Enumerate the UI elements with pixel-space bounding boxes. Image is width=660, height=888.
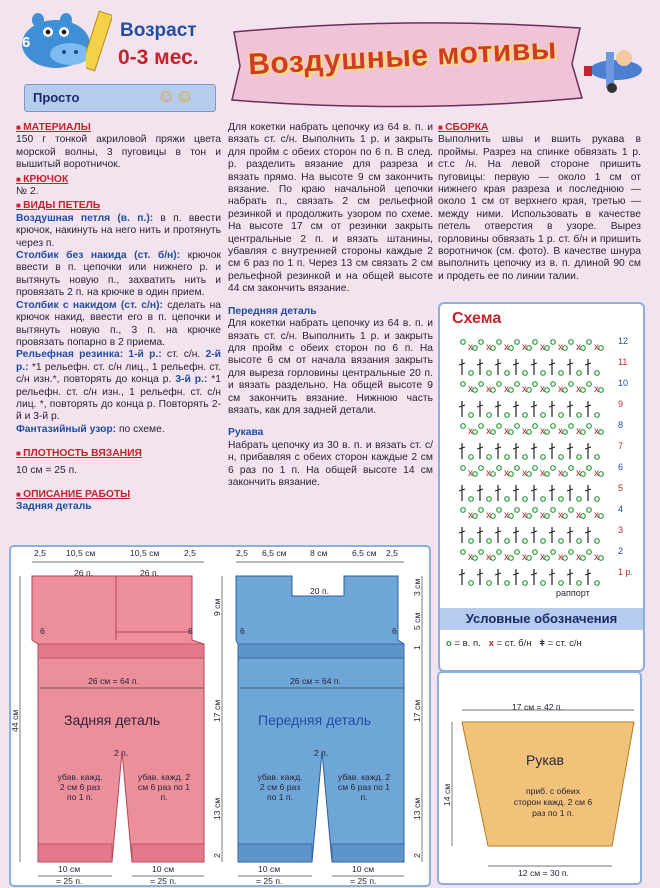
stitches-heading: ■ ВИДЫ ПЕТЕЛЬ bbox=[16, 200, 221, 212]
front-height-6: 2 bbox=[412, 853, 422, 858]
chain-stitch bbox=[563, 514, 568, 519]
back-height-4: 2 bbox=[212, 853, 222, 858]
sc-stitch: x bbox=[594, 552, 599, 563]
stitch-fancy: Фантазийный узор: по схеме. bbox=[16, 423, 165, 435]
chain-stitch bbox=[491, 514, 496, 519]
front-top-dim-2: 6,5 см bbox=[262, 548, 287, 558]
chain-stitch bbox=[581, 472, 586, 477]
sc-stitch: x bbox=[468, 426, 473, 437]
chain-stitch bbox=[545, 472, 550, 477]
sc-stitch: x bbox=[558, 426, 563, 437]
front-text: Для кокетки набрать цепочку из 64 в. п. и вязать ст. с/н. Выполнить 1 р. и закрыть для пройм с обеих сторон по 6 п. На высоте 6 см от начала вязания закрыть для выреза горловины центральные 20 п. и вязать раздельно. На общей высоте 9 см закончить вязание. Нижнюю часть вязать, как для задней детали. bbox=[228, 318, 433, 416]
chain-stitch bbox=[527, 388, 532, 393]
chain-stitch bbox=[595, 371, 600, 376]
chain-stitch bbox=[523, 455, 528, 460]
sc-stitch: x bbox=[468, 342, 473, 353]
age-label: Возраст bbox=[120, 20, 197, 41]
chain-stitch bbox=[581, 346, 586, 351]
chain-stitch bbox=[509, 388, 514, 393]
front-armhole-left: 6 bbox=[240, 626, 245, 636]
sc-stitch: x bbox=[594, 510, 599, 521]
front-bottom-cm-left: 10 см bbox=[258, 864, 281, 874]
middle-column bbox=[228, 122, 433, 489]
materials-text: 150 г тонкой акриловой пряжи цвета морской волны, 3 пуговицы в тон и вышитый воротничок. bbox=[16, 134, 221, 171]
chain-stitch bbox=[515, 466, 520, 471]
back-bottom-st-right: = 25 п. bbox=[150, 876, 177, 886]
chain-stitch bbox=[473, 514, 478, 519]
chain-stitch bbox=[587, 382, 592, 387]
chain-stitch bbox=[469, 455, 474, 460]
chain-stitch bbox=[551, 508, 556, 513]
chain-stitch bbox=[581, 514, 586, 519]
chain-stitch bbox=[509, 472, 514, 477]
back-top-dim-2: 10,5 см bbox=[66, 548, 96, 558]
density-heading: ■ ПЛОТНОСТЬ ВЯЗАНИЯ bbox=[16, 448, 221, 460]
chain-stitch bbox=[545, 430, 550, 435]
chain-stitch bbox=[533, 340, 538, 345]
sc-stitch: x bbox=[486, 384, 491, 395]
back-height-1: 9 см bbox=[212, 598, 222, 616]
sc-stitch: x bbox=[504, 468, 509, 479]
chain-stitch bbox=[541, 371, 546, 376]
sc-stitch: x bbox=[504, 342, 509, 353]
back-top-dim-3: 10,5 см bbox=[130, 548, 160, 558]
sc-stitch: x bbox=[522, 510, 527, 521]
chain-stitch bbox=[527, 514, 532, 519]
sc-stitch: x bbox=[486, 552, 491, 563]
back-total-height: 44 см bbox=[10, 709, 20, 732]
chain-stitch bbox=[569, 340, 574, 345]
chain-stitch bbox=[551, 466, 556, 471]
chain-stitch bbox=[599, 430, 604, 435]
chain-stitch bbox=[479, 340, 484, 345]
back-decrease-right: убав. кажд. 2 см 6 раз по 1 п. bbox=[137, 772, 191, 802]
chain-stitch bbox=[505, 497, 510, 502]
legend-sc: = ст. б/н bbox=[496, 638, 532, 649]
front-height-5: 13 см bbox=[412, 797, 422, 820]
chain-stitch bbox=[587, 340, 592, 345]
sc-stitch: x bbox=[486, 468, 491, 479]
sleeve-top: 17 см = 42 п. bbox=[512, 702, 563, 712]
sc-stitch: x bbox=[540, 384, 545, 395]
sc-stitch: x bbox=[468, 384, 473, 395]
chain-stitch bbox=[533, 508, 538, 513]
chain-stitch bbox=[599, 472, 604, 477]
front-bottom-cm-right: 10 см bbox=[352, 864, 375, 874]
chain-stitch bbox=[563, 388, 568, 393]
chain-stitch bbox=[527, 346, 532, 351]
front-top-dim-3: 8 см bbox=[310, 548, 328, 558]
right-column bbox=[438, 122, 641, 283]
chain-stitch bbox=[587, 466, 592, 471]
chain-stitch bbox=[563, 430, 568, 435]
chain-stitch bbox=[505, 371, 510, 376]
sc-stitch: x bbox=[486, 342, 491, 353]
sc-stitch: x bbox=[504, 426, 509, 437]
chain-stitch bbox=[533, 424, 538, 429]
back-height-3: 13 см bbox=[212, 797, 222, 820]
age-value: 0-3 мес. bbox=[118, 46, 199, 69]
sc-stitch: x bbox=[486, 510, 491, 521]
chain-stitch bbox=[515, 382, 520, 387]
sleeve-text: Набрать цепочку из 30 в. п. и вязать ст. с/н, прибавляя с обеих сторон каждые 2 см 6 раз по 1 п. На общей высоте 14 см закончить вязание. bbox=[228, 439, 433, 488]
chain-stitch bbox=[461, 340, 466, 345]
stitch-rib: Рельефная резинка: 1-й р.: ст. с/н. 2-й р.: *1 рельефн. ст. с/н лиц., 1 рельефн. ст. с/н изн.*, повторять до конца р. 3-й р.: *1 рельефн. ст. с/н изн., 1 рельефн. ст. с/н лиц. *, повторять до конца р. Повторять 2-й и 3-й р. bbox=[16, 349, 221, 423]
sc-stitch: x bbox=[468, 468, 473, 479]
chain-stitch bbox=[509, 346, 514, 351]
chain-stitch bbox=[461, 382, 466, 387]
chain-stitch bbox=[497, 382, 502, 387]
back-armhole-left: 6 bbox=[40, 626, 45, 636]
chain-stitch bbox=[497, 466, 502, 471]
chain-stitch bbox=[559, 455, 564, 460]
stitch-chain: Воздушная петля (в. п.): в п. ввести крючок, накинуть на него нить и протянуть через п. bbox=[16, 212, 221, 249]
front-armhole-right: 6 bbox=[392, 626, 397, 636]
chain-stitch bbox=[515, 508, 520, 513]
back-bottom-cm-left: 10 см bbox=[58, 864, 81, 874]
back-decrease-left: убав. кажд. 2 см 6 раз по 1 п. bbox=[57, 772, 103, 802]
chain-stitch bbox=[473, 388, 478, 393]
stitch-dc: Столбик с накидом (ст. с/н): сделать на крючок накид, ввести его в п. цепочки и вытянуть новую п., 3 п. на крючке провязать попарно в 2 приема. bbox=[16, 299, 221, 348]
row-number: 4 bbox=[618, 504, 624, 514]
chain-stitch bbox=[461, 466, 466, 471]
sc-stitch: x bbox=[486, 426, 491, 437]
sc-stitch: x bbox=[540, 342, 545, 353]
chain-stitch bbox=[599, 346, 604, 351]
chain-stitch bbox=[497, 340, 502, 345]
sc-stitch: x bbox=[522, 552, 527, 563]
sc-stitch: x bbox=[558, 342, 563, 353]
chain-stitch bbox=[551, 424, 556, 429]
chain-stitch bbox=[577, 455, 582, 460]
chain-stitch bbox=[577, 497, 582, 502]
chain-stitch bbox=[559, 371, 564, 376]
difficulty-label: Просто bbox=[33, 90, 80, 105]
sleeve-title: Рукава bbox=[228, 427, 264, 439]
sc-symbol-icon: x bbox=[488, 638, 494, 649]
legend-title: Условные обозначения bbox=[440, 608, 643, 630]
sc-stitch: x bbox=[576, 426, 581, 437]
back-bottom-cm-right: 10 см bbox=[152, 864, 175, 874]
chain-stitch bbox=[587, 508, 592, 513]
chain-stitch bbox=[595, 455, 600, 460]
back-stitch-1: 26 п. bbox=[74, 568, 93, 578]
chain-stitch bbox=[491, 388, 496, 393]
row-number: 2 bbox=[618, 546, 624, 556]
materials-heading: ■ МАТЕРИАЛЫ bbox=[16, 122, 221, 134]
sc-stitch: x bbox=[468, 510, 473, 521]
front-top-dim-1: 2,5 bbox=[236, 548, 248, 558]
sc-stitch: x bbox=[522, 384, 527, 395]
sc-stitch: x bbox=[594, 342, 599, 353]
sc-stitch: x bbox=[558, 510, 563, 521]
chain-stitch bbox=[491, 472, 496, 477]
sc-stitch: x bbox=[522, 342, 527, 353]
sc-stitch: x bbox=[522, 426, 527, 437]
chain-stitch bbox=[487, 497, 492, 502]
chain-stitch bbox=[491, 346, 496, 351]
chain-stitch bbox=[487, 371, 492, 376]
back-title: Задняя деталь bbox=[16, 501, 92, 513]
chain-stitch bbox=[523, 413, 528, 418]
legend-dc: = ст. с/н bbox=[547, 638, 582, 649]
sc-stitch: x bbox=[594, 468, 599, 479]
chain-stitch bbox=[491, 430, 496, 435]
front-top-dim-4: 6,5 см bbox=[352, 548, 377, 558]
chain-stitch bbox=[479, 382, 484, 387]
left-column bbox=[16, 122, 221, 514]
chain-stitch bbox=[569, 382, 574, 387]
assembly-heading: ■ СБОРКА bbox=[438, 122, 641, 134]
sc-stitch: x bbox=[576, 510, 581, 521]
back-label: Задняя деталь bbox=[64, 712, 161, 728]
chain-stitch bbox=[479, 508, 484, 513]
chain-stitch bbox=[563, 346, 568, 351]
chain-stitch bbox=[473, 472, 478, 477]
chain-stitch bbox=[497, 508, 502, 513]
back-width: 26 см = 64 п. bbox=[88, 676, 139, 686]
chain-stitch bbox=[473, 430, 478, 435]
sc-stitch: x bbox=[576, 342, 581, 353]
chain-stitch bbox=[541, 497, 546, 502]
chain-stitch bbox=[509, 430, 514, 435]
chain-stitch bbox=[479, 424, 484, 429]
chain-stitch bbox=[541, 455, 546, 460]
front-bottom-st-left: = 25 п. bbox=[256, 876, 283, 886]
sc-stitch: x bbox=[540, 510, 545, 521]
chain-stitch bbox=[487, 455, 492, 460]
front-height-2: 5 см bbox=[412, 612, 422, 630]
sc-stitch: x bbox=[558, 552, 563, 563]
difficulty-badge bbox=[24, 84, 216, 112]
sleeve-piece-shape bbox=[462, 722, 634, 846]
sc-stitch: x bbox=[468, 552, 473, 563]
work-heading: ■ ОПИСАНИЕ РАБОТЫ bbox=[16, 489, 221, 501]
chain-stitch bbox=[497, 424, 502, 429]
front-width: 26 см = 64 п. bbox=[290, 676, 341, 686]
chain-stitch bbox=[569, 466, 574, 471]
chain-stitch bbox=[515, 340, 520, 345]
chain-stitch bbox=[541, 413, 546, 418]
back-armhole-right: 6 bbox=[188, 626, 193, 636]
back-top-dim-4: 2,5 bbox=[184, 548, 196, 558]
chain-stitch bbox=[469, 413, 474, 418]
back-center: 2 п. bbox=[114, 748, 129, 758]
chain-stitch bbox=[487, 413, 492, 418]
sc-stitch: x bbox=[522, 468, 527, 479]
chain-stitch bbox=[587, 424, 592, 429]
chain-stitch bbox=[577, 413, 582, 418]
chain-stitch bbox=[599, 388, 604, 393]
back-height-2: 17 см bbox=[212, 699, 222, 722]
chain-stitch bbox=[551, 382, 556, 387]
chain-stitch bbox=[505, 413, 510, 418]
chain-stitch bbox=[523, 371, 528, 376]
sc-stitch: x bbox=[504, 384, 509, 395]
sc-stitch: x bbox=[576, 384, 581, 395]
row-number: 8 bbox=[618, 420, 624, 430]
sc-stitch: x bbox=[540, 552, 545, 563]
chain-stitch bbox=[559, 413, 564, 418]
sc-stitch: x bbox=[576, 552, 581, 563]
sc-stitch: x bbox=[504, 510, 509, 521]
row-number: 1 р. bbox=[618, 567, 634, 577]
sc-stitch: x bbox=[504, 552, 509, 563]
row-number: 6 bbox=[618, 462, 624, 472]
page-header bbox=[0, 0, 660, 118]
sc-stitch: x bbox=[540, 426, 545, 437]
chain-stitch bbox=[527, 430, 532, 435]
row-number: 12 bbox=[618, 336, 629, 346]
chain-stitch bbox=[595, 497, 600, 502]
airplane-icon bbox=[580, 36, 654, 98]
row-number: 7 bbox=[618, 441, 624, 451]
chain-stitch bbox=[479, 466, 484, 471]
chain-stitch bbox=[469, 497, 474, 502]
chain-stitch bbox=[533, 466, 538, 471]
back-bottom-st-left: = 25 п. bbox=[56, 876, 83, 886]
chain-stitch bbox=[505, 455, 510, 460]
row-number: 5 bbox=[618, 483, 624, 493]
chain-stitch bbox=[569, 508, 574, 513]
sc-stitch: x bbox=[540, 468, 545, 479]
chain-stitch bbox=[509, 514, 514, 519]
repeat-label: раппорт bbox=[556, 588, 590, 598]
scheme-title: Схема bbox=[452, 310, 502, 327]
chain-stitch bbox=[595, 413, 600, 418]
ducks-icon: ☺☺ bbox=[157, 86, 194, 106]
sc-stitch: x bbox=[594, 384, 599, 395]
legend-ch: = в. п. bbox=[454, 638, 481, 649]
hook-text: № 2. bbox=[16, 186, 39, 198]
back-text: Для кокетки набрать цепочку из 64 в. п. и вязать ст. с/н. Выполнить 1 р. и закрыть для пройм с обеих сторон по 6 п. В след. р. разделить вязание для разреза и вязать прямо. На высоте 9 см закончить вязание. По краю начальной цепочки набрать п., связать 2 см рельефной резинкой и продолжить узором по схеме. На высоте 17 см от резинки закрыть центральные 2 п. и вязать штанины, убавляя с внутренней стороны каждые 2 см 6 раз по 1 п. Через 13 см связать 2 см рельефной резинкой и на общей высоте 44 см закончить вязание. bbox=[228, 122, 433, 295]
chain-stitch bbox=[569, 424, 574, 429]
assembly-text: Выполнить швы и вшить рукава в проймы. Разрез на спинке обвязать 1 р. ст.с /н. На левой стороне пришить пуговицы: первую — около 1 см от нижнего края разреза и последнюю — около 1 см от верхнего края, третью — между ними. Использовать в качестве петель отверстия в узоре. Вырез горловины обвязать 1 р. ст. б/н и пришить воротничок (см. фото). В качестве шнура выполнить цепочку из в. п. длиной 90 см и продеть ее по линии талии. bbox=[438, 134, 641, 282]
chain-stitch bbox=[473, 346, 478, 351]
chain-stitch bbox=[581, 430, 586, 435]
chain-stitch bbox=[527, 472, 532, 477]
dc-symbol-icon: ǂ bbox=[539, 638, 545, 649]
chain-stitch bbox=[551, 340, 556, 345]
front-title: Передняя деталь bbox=[228, 305, 317, 317]
back-top-dim-1: 2,5 bbox=[34, 548, 46, 558]
sc-stitch: x bbox=[576, 468, 581, 479]
sleeve-bottom: 12 см = 30 п. bbox=[518, 868, 569, 878]
front-height-4: 17 см bbox=[412, 699, 422, 722]
chain-stitch bbox=[461, 508, 466, 513]
sc-stitch: x bbox=[558, 468, 563, 479]
front-decrease-right: убав. кажд. 2 см 6 раз по 1 п. bbox=[337, 772, 391, 802]
front-top-dim-5: 2,5 bbox=[386, 548, 398, 558]
sleeve-label: Рукав bbox=[526, 752, 564, 768]
chain-stitch bbox=[545, 346, 550, 351]
sleeve-height: 14 см bbox=[442, 783, 452, 806]
chain-stitch bbox=[469, 371, 474, 376]
chain-stitch bbox=[563, 472, 568, 477]
row-number: 10 bbox=[618, 378, 629, 388]
hook-heading: ■ КРЮЧОК bbox=[16, 174, 221, 186]
front-height-3: 1 bbox=[412, 645, 422, 650]
chain-stitch bbox=[515, 424, 520, 429]
chain-stitch bbox=[545, 514, 550, 519]
row-number: 3 bbox=[618, 525, 624, 535]
row-number: 11 bbox=[618, 357, 628, 367]
chain-stitch bbox=[577, 371, 582, 376]
density-text: 10 см = 25 п. bbox=[16, 464, 78, 476]
front-bottom-st-right: = 25 п. bbox=[350, 876, 377, 886]
chain-stitch bbox=[599, 514, 604, 519]
chain-stitch bbox=[523, 497, 528, 502]
sc-stitch: x bbox=[558, 384, 563, 395]
page-title: Воздушные мотивы bbox=[247, 32, 558, 82]
front-neck: 20 п. bbox=[310, 586, 329, 596]
page-number: 6 bbox=[22, 34, 31, 51]
stitch-sc: Столбик без накида (ст. б/н): крючок ввести в п. цепочки или нижнего р. и вытянуть новую п., захватить нить и провязать 2 п. на крючке в один прием. bbox=[16, 250, 222, 299]
sc-stitch: x bbox=[594, 426, 599, 437]
front-label: Передняя деталь bbox=[258, 712, 372, 728]
chain-stitch bbox=[545, 388, 550, 393]
front-decrease-left: убав. кажд. 2 см 6 раз по 1 п. bbox=[257, 772, 303, 802]
front-center: 2 п. bbox=[314, 748, 329, 758]
chain-stitch bbox=[559, 497, 564, 502]
sleeve-note: приб. с обеих сторон кажд. 2 см 6 раз по 1 п. bbox=[513, 786, 593, 818]
chain-stitch bbox=[533, 382, 538, 387]
row-number: 9 bbox=[618, 399, 624, 409]
front-height-1: 3 см bbox=[412, 578, 422, 596]
chain-stitch bbox=[581, 388, 586, 393]
ruler-icon bbox=[86, 10, 112, 72]
chain-stitch bbox=[461, 424, 466, 429]
chain-symbol-icon: o bbox=[446, 638, 452, 649]
back-stitch-2: 26 п. bbox=[140, 568, 159, 578]
